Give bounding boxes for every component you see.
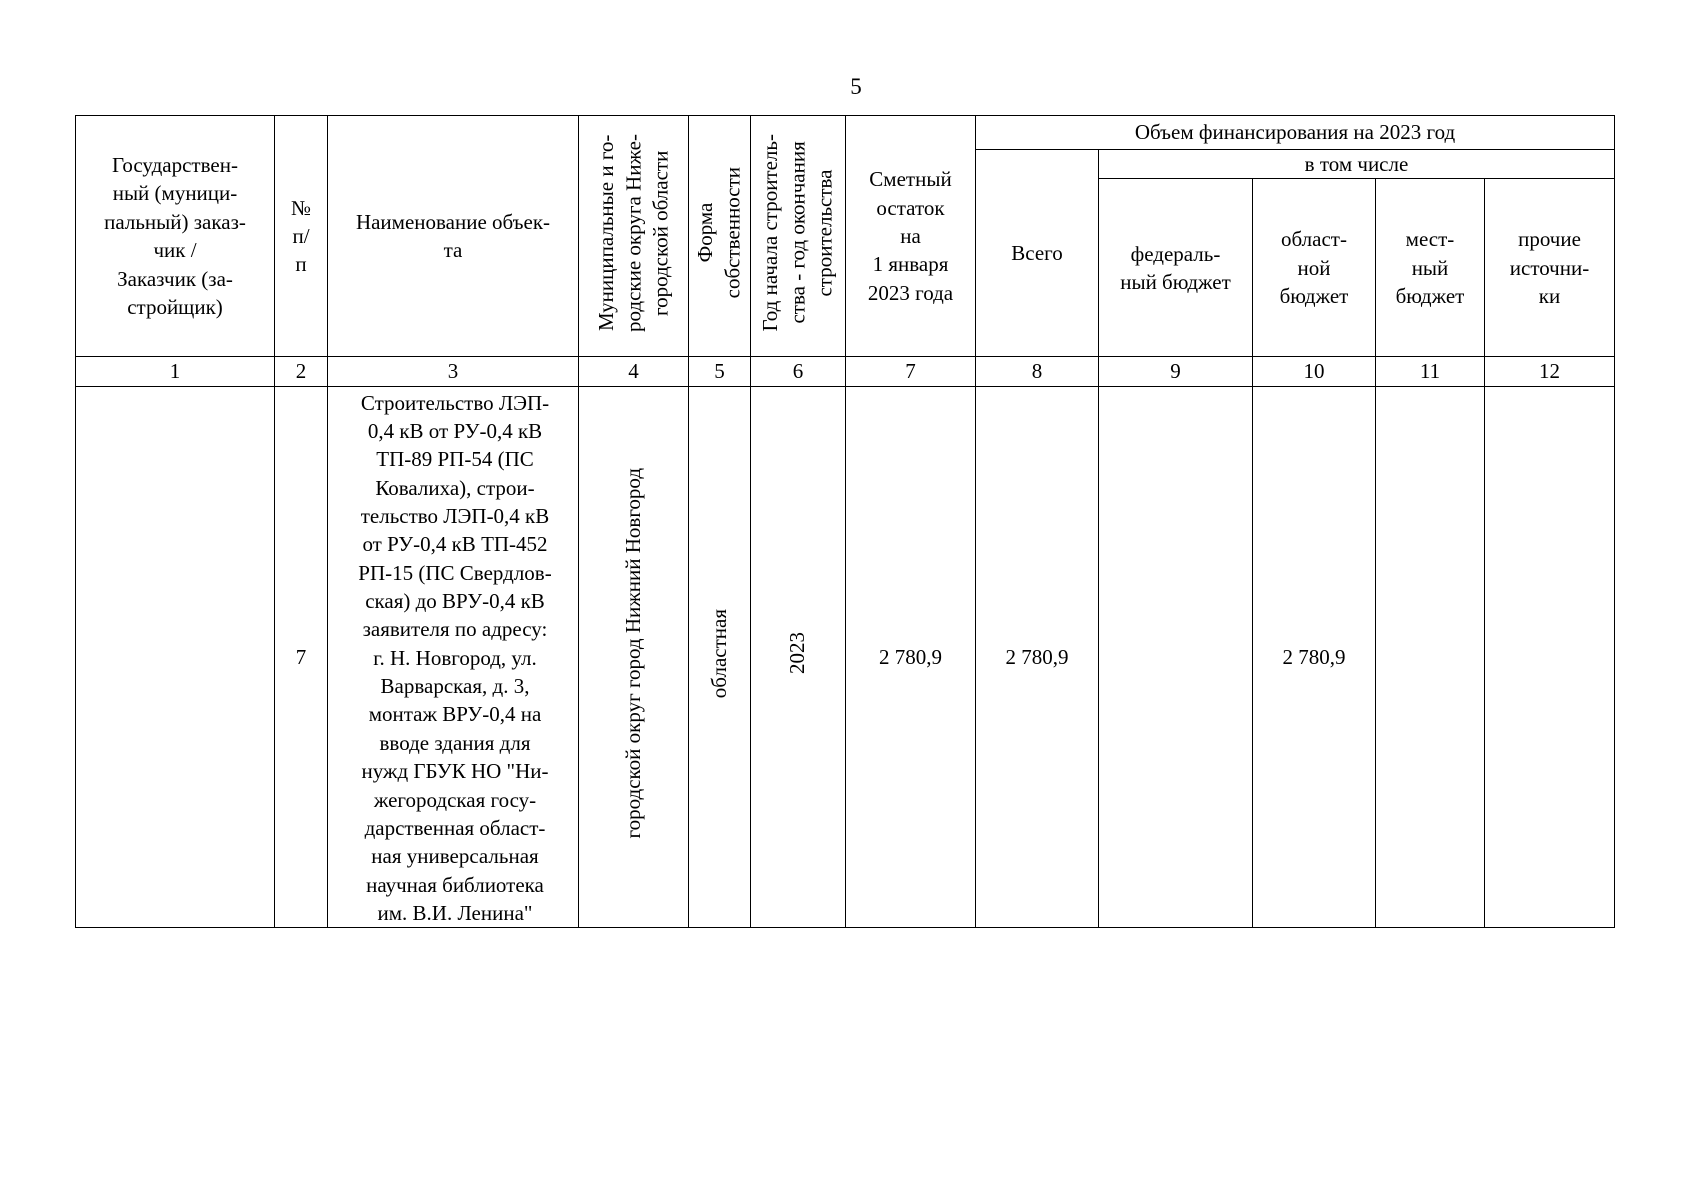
object-name-line: Ковалиха), строи- bbox=[375, 475, 535, 500]
header-object-name: Наименование объек- та bbox=[328, 116, 579, 357]
object-name-line: нужд ГБУК НО "Ни- bbox=[361, 759, 549, 784]
object-name-line: дарственная област- bbox=[364, 815, 546, 840]
column-number: 4 bbox=[579, 357, 689, 386]
cell-local bbox=[1376, 386, 1485, 928]
column-number: 5 bbox=[689, 357, 751, 386]
object-name-line: вводе здания для bbox=[379, 730, 531, 755]
cell-federal bbox=[1099, 386, 1253, 928]
cell-object-name bbox=[328, 386, 579, 928]
object-name-line: научная библиотека bbox=[366, 872, 544, 897]
column-number: 1 bbox=[76, 357, 275, 386]
object-name-line: им. В.И. Ленина" bbox=[377, 900, 533, 925]
cell-other bbox=[1485, 386, 1615, 928]
column-number: 8 bbox=[976, 357, 1099, 386]
header-ownership: Форма собственности bbox=[689, 116, 751, 357]
cell-municipal: городской округ город Нижний Новгород bbox=[579, 386, 689, 928]
cell-ownership: областная bbox=[689, 386, 751, 928]
cell-years: 2023 bbox=[751, 386, 846, 928]
object-name-line: 0,4 кВ от РУ-0,4 кВ bbox=[367, 419, 543, 444]
column-number: 6 bbox=[751, 357, 846, 386]
object-name-line: тельство ЛЭП-0,4 кВ bbox=[360, 504, 550, 529]
page-number: 5 bbox=[850, 74, 862, 99]
object-name-line: РП-15 (ПС Свердлов- bbox=[358, 560, 552, 585]
cell-total: 2 780,9 bbox=[976, 386, 1099, 928]
header-customer: Государствен- ный (муници- пальный) заказ- чик / Заказчик (за- стройщик) bbox=[76, 116, 275, 357]
column-number: 9 bbox=[1099, 357, 1253, 386]
header-municipal: Муниципальные и го- родские округа Ниже- городской области bbox=[579, 116, 689, 357]
object-name-line: ТП-89 РП-54 (ПС bbox=[376, 447, 534, 472]
cell-customer bbox=[76, 386, 275, 928]
header-num: № п/ п bbox=[275, 116, 328, 357]
cell-num: 7 bbox=[275, 386, 328, 928]
column-number: 3 bbox=[328, 357, 579, 386]
financing-table bbox=[75, 115, 1615, 928]
column-number: 10 bbox=[1253, 357, 1376, 386]
cell-estimate: 2 780,9 bbox=[846, 386, 976, 928]
column-number: 11 bbox=[1376, 357, 1485, 386]
column-number: 7 bbox=[846, 357, 976, 386]
object-name-line: заявителя по адресу: bbox=[362, 617, 548, 642]
object-name-line: Варварская, д. 3, bbox=[380, 674, 530, 699]
object-name-line: жегородская госу- bbox=[373, 787, 537, 812]
header-estimate: Сметный остаток на 1 января 2023 года bbox=[846, 116, 976, 357]
header-including: в том числе bbox=[1099, 150, 1615, 179]
header-financing: Объем финансирования на 2023 год bbox=[976, 116, 1615, 150]
column-number: 2 bbox=[275, 357, 328, 386]
column-number: 12 bbox=[1485, 357, 1615, 386]
object-name-line: ная универсальная bbox=[371, 844, 539, 869]
object-name-line: ская) до ВРУ-0,4 кВ bbox=[365, 589, 545, 614]
object-name-line: от РУ-0,4 кВ ТП-452 bbox=[362, 532, 548, 557]
header-local: мест- ный бюджет bbox=[1376, 179, 1485, 357]
header-other: прочие источни- ки bbox=[1485, 179, 1615, 357]
table-row bbox=[76, 386, 1615, 928]
object-name-line: г. Н. Новгород, ул. bbox=[373, 645, 537, 670]
header-regional: област- ной бюджет bbox=[1253, 179, 1376, 357]
object-name-line: Строительство ЛЭП- bbox=[360, 390, 550, 415]
header-years: Год начала строитель- ства - год окончания строительства bbox=[751, 116, 846, 357]
header-federal: федераль- ный бюджет bbox=[1099, 179, 1253, 357]
header-total: Всего bbox=[976, 150, 1099, 357]
cell-regional: 2 780,9 bbox=[1253, 386, 1376, 928]
object-name-line: монтаж ВРУ-0,4 на bbox=[368, 702, 542, 727]
